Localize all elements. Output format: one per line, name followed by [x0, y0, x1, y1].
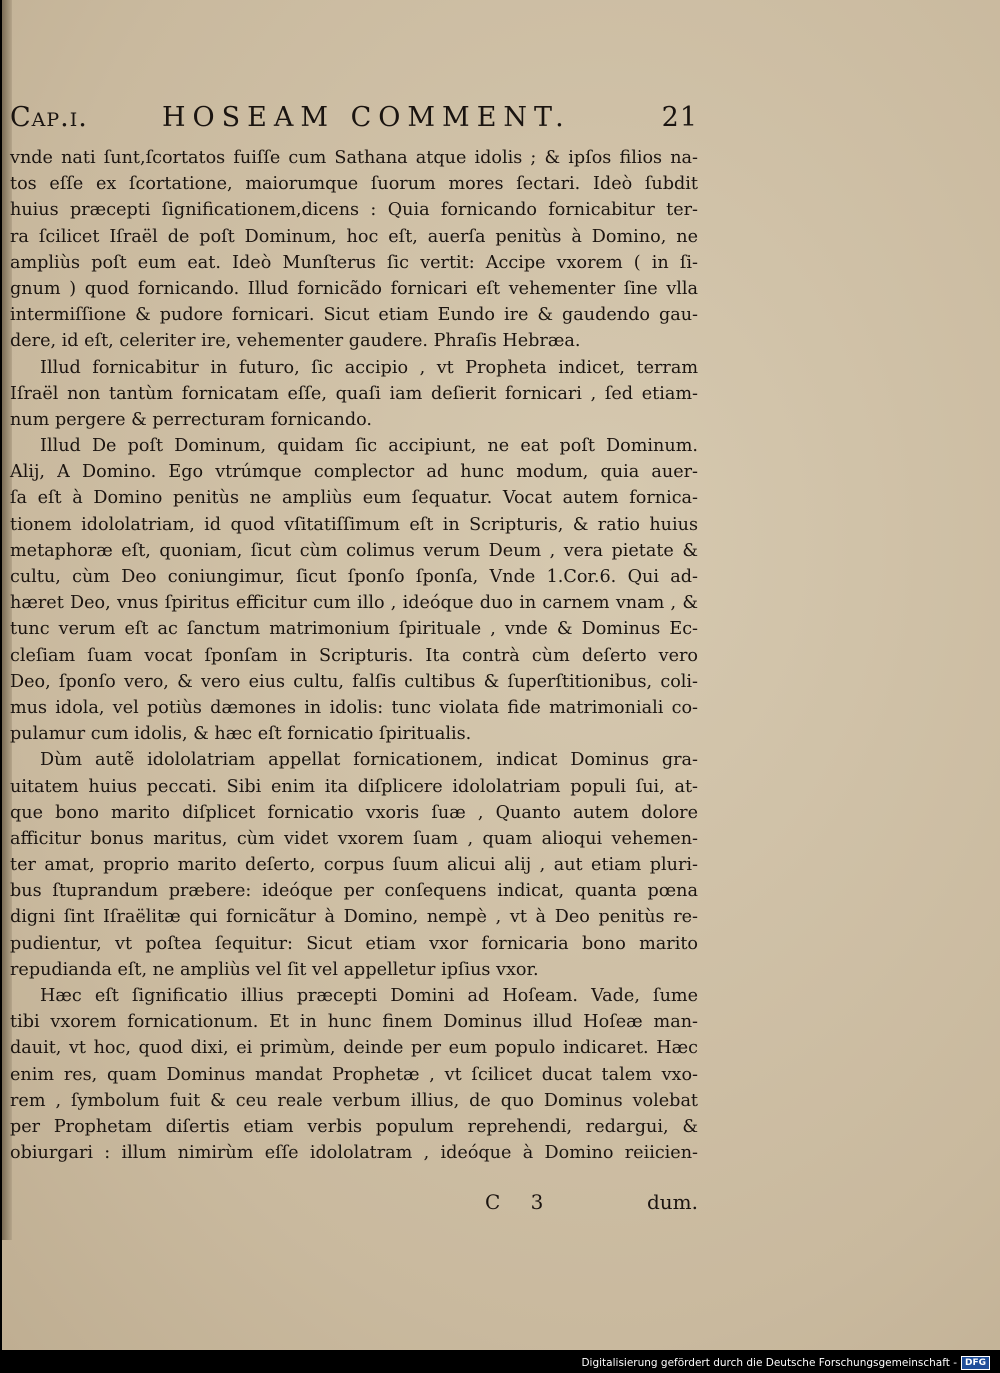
text-line: gnum ) quod fornicando. Illud fornicãdo fornicari eſt vehementer ſine vlla [10, 278, 698, 299]
text-line: dauit, vt hoc, quod dixi, ei primùm, deinde per eum populo indicaret. Hæc [10, 1038, 698, 1059]
text-line: obiurgari : illum nimirùm eſſe idololatram , ideóque à Domino reiicien- [10, 1143, 698, 1164]
text-line: hæret Deo, vnus ſpiritus efficitur cum illo , ideóque duo in carnem vnam , & [10, 593, 698, 614]
text-line: per Prophetam diſertis etiam verbis populum reprehendi, redargui, & [10, 1116, 698, 1137]
text-line: pulamur cum idolis, & hæc eſt fornicatio ſpiritualis. [10, 724, 472, 745]
digitization-credit [581, 1356, 990, 1370]
text-line: repudianda eſt, ne ampliùs vel ſit vel appelletur ipſius vxor. [10, 959, 539, 980]
credit-text: Digitalisierung gefördert durch die Deutsche Forschungsgemeinschaft - [581, 1357, 957, 1369]
text-line: Illud fornicabitur in futuro, ſic accipio , vt Propheta indicet, terram [40, 357, 698, 378]
text-line: tionem idololatriam, id quod vſitatiſſimum eſt in Scripturis, & ratio huius [10, 514, 698, 535]
text-line: Hæc eſt ſignificatio illius præcepti Domini ad Hoſeam. Vade, ſume [40, 986, 698, 1006]
dfg-logo-icon: DFG [961, 1356, 990, 1370]
page-footer [10, 1190, 698, 1218]
text-line: uitatem huius peccati. Sibi enim ita diſplicere idololatriam populi ſui, at- [10, 776, 698, 797]
text-line: pudientur, vt poſtea ſequitur: Sicut etiam vxor fornicaria bono marito [10, 933, 698, 954]
text-line: huius præcepti ſignificationem,dicens : Quia fornicando fornicabitur ter- [10, 200, 698, 221]
text-line: cleſiam ſuam vocat ſponſam in Scripturis. Ita contrà cùm deſerto vero [10, 645, 698, 666]
text-line: enim res, quam Dominus mandat Prophetæ , vt ſcilicet ducat talem vxo- [10, 1064, 698, 1085]
text-line: ter amat, proprio marito deſerto, corpus ſuum alicui alij , aut etiam pluri- [10, 855, 698, 876]
text-line: dere, id eſt, celeriter ire, vehementer gaudere. Phraſis Hebræa. [10, 331, 581, 352]
text-line: rem , ſymbolum fuit & ceu reale verbum illius, de quo Dominus volebat [10, 1090, 698, 1111]
text-line: Illud De poſt Dominum, quidam ſic accipiunt, ne eat poſt Dominum. [40, 436, 698, 457]
catchword: dum. [646, 1190, 698, 1214]
text-line: Dùm autẽ idololatriam appellat fornicationem, indicat Dominus gra- [40, 750, 698, 771]
text-line: metaphoræ eſt, quoniam, ſicut cùm colimus verum Deum , vera pietate & [10, 540, 698, 561]
chapter-label: Cap.i. [10, 102, 88, 133]
text-line: num pergere & perrecturam fornicando. [10, 409, 372, 430]
text-line: tibi vxorem fornicationum. Et in hunc finem Dominus illud Hoſeæ man- [10, 1012, 698, 1033]
body-text [10, 145, 698, 1166]
text-line: ſa eſt à Domino penitùs ne ampliùs eum ſequatur. Vocat autem fornica- [10, 488, 698, 509]
text-line: bus ſtuprandum præbere: ideóque per conſequens indicat, quanta pœna [10, 881, 698, 902]
text-line: tos eſſe ex ſcortatione, maiorumque ſuorum mores ſectari. Ideò ſubdit [10, 174, 698, 195]
text-line: ampliùs poſt eum eat. Ideò Munſterus ſic vertit: Accipe vxorem ( in ſi- [10, 252, 698, 273]
text-line: vnde nati ſunt,ſcortatos fuiſſe cum Sathana atque idolis ; & ipſos filios na- [10, 148, 698, 168]
text-line: digni ſint Iſraëlitæ qui fornicãtur à Domino, nempè , vt à Deo penitùs re- [10, 907, 698, 928]
page-number: 21 [661, 102, 698, 133]
text-line: que bono marito diſplicet fornicatio vxoris ſuæ , Quanto autem dolore [10, 802, 698, 823]
running-title: HOSEAM COMMENT. [162, 102, 571, 133]
signature-mark: C 3 [485, 1190, 556, 1214]
text-line: tunc verum eſt ac ſanctum matrimonium ſpirituale , vnde & Dominus Ec- [10, 619, 698, 640]
text-line: Iſraël non tantùm fornicatam eſſe, quaſi iam deſierit fornicari , ſed etiam- [10, 383, 698, 404]
text-line: ra ſcilicet Iſraël de poſt Dominum, hoc eſt, auerſa penitùs à Domino, ne [10, 226, 698, 247]
book-page [2, 0, 1000, 1350]
text-line: afficitur bonus maritus, cùm videt vxorem ſuam , quam alioqui vehemen- [10, 828, 698, 849]
text-line: cultu, cùm Deo coniungimur, ſicut ſponſo ſponſa, Vnde 1.Cor.6. Qui ad- [10, 567, 698, 587]
text-line: Alij, A Domino. Ego vtrúmque complector ad hunc modum, quia auer- [10, 462, 698, 483]
text-line: Deo, ſponſo vero, & vero eius cultu, falſis cultibus & ſuperſtitionibus, coli- [10, 671, 698, 692]
running-header [10, 102, 698, 136]
text-line: mus idola, vel potiùs dæmones in idolis: tunc violata fide matrimoniali co- [10, 697, 698, 718]
text-line: intermiſſione & pudore fornicari. Sicut etiam Eundo ire & gaudendo gau- [10, 305, 698, 326]
